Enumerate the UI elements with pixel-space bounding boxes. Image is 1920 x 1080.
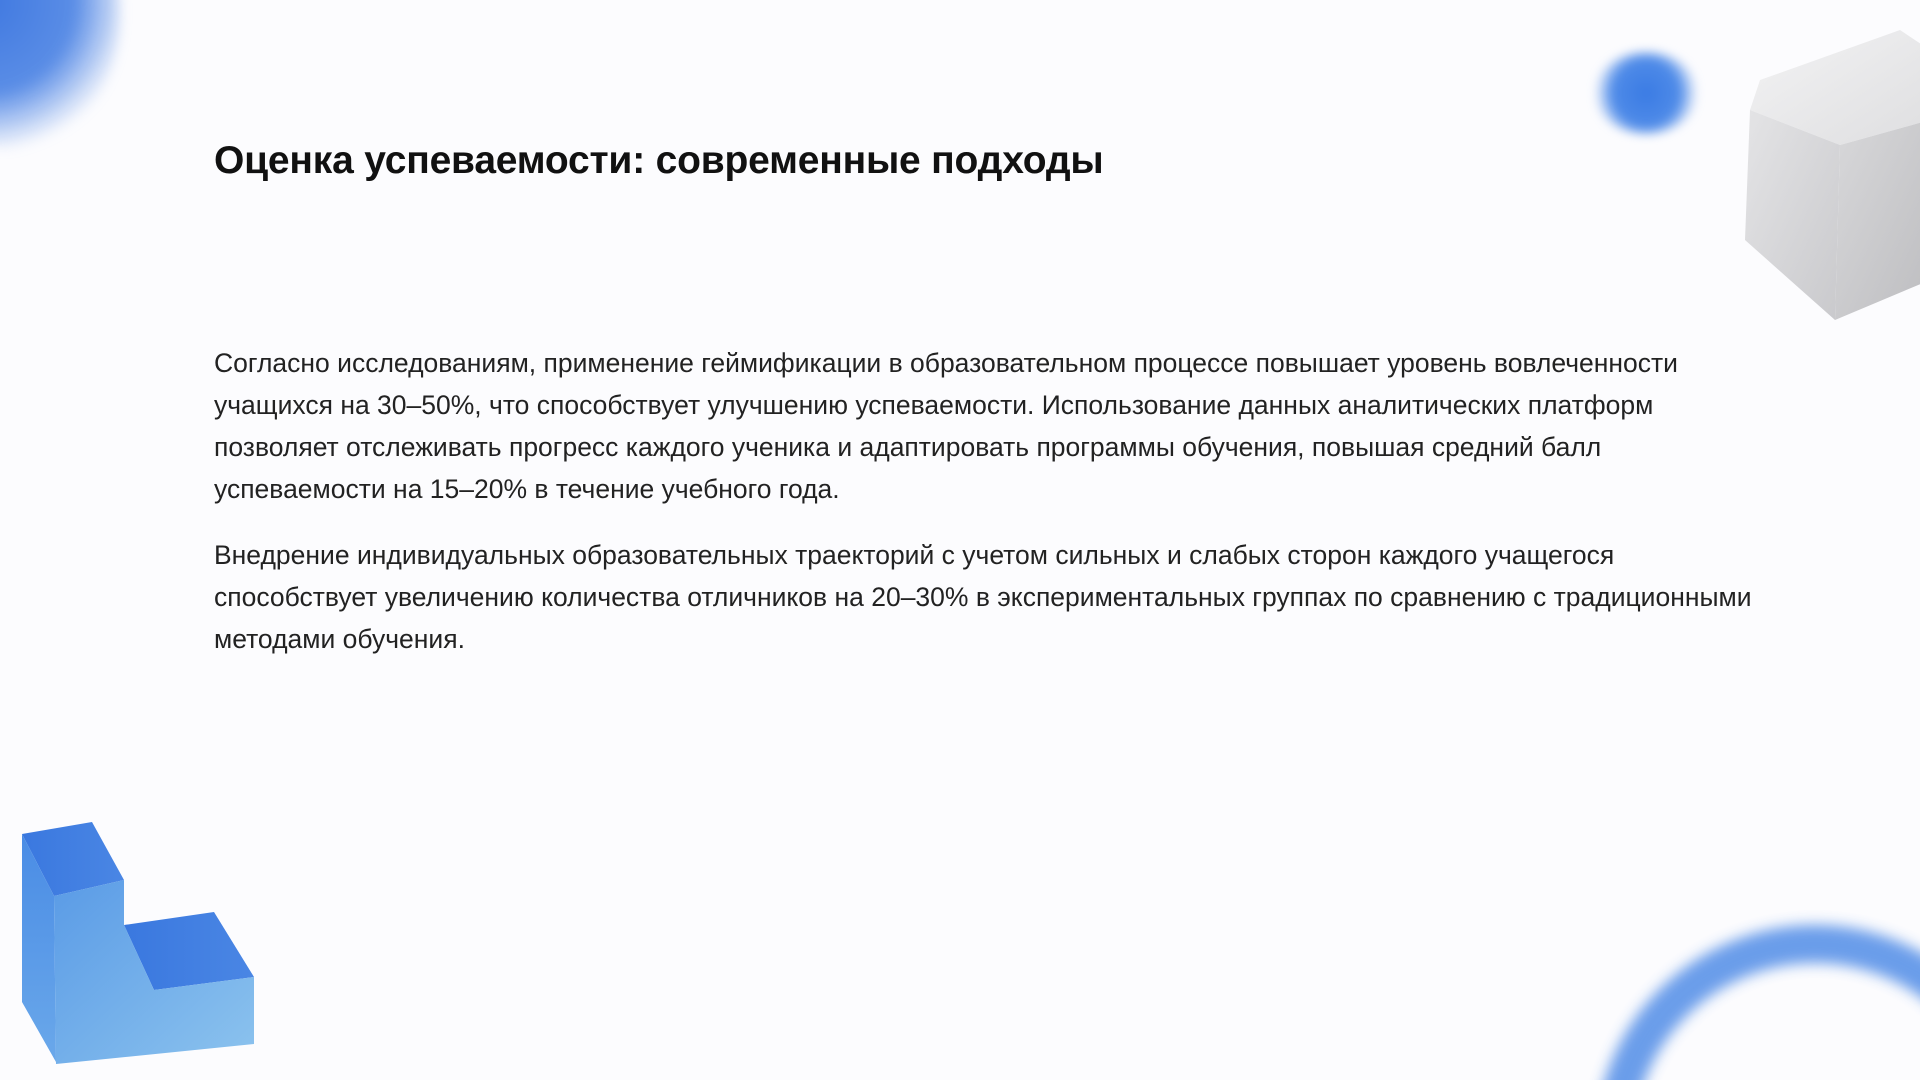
paragraph: Согласно исследованиям, применение геймификации в образовательном процессе повышает уровень вовлеченности учащихся на 30–50%, что способствует улучшению успеваемости. Использование данных аналитических платформ позволяет отслеживать прогресс каждого ученика и адаптировать программы обучения, повышая средний балл успеваемости на 15–20% в течение учебного года. — [214, 348, 1678, 504]
paragraph: Внедрение индивидуальных образовательных траекторий с учетом сильных и слабых сторон каждого учащегося способствует увеличению количества отличников на 20–30% в экспериментальных группах по сравнению с традиционными методами обучения. — [214, 540, 1752, 654]
blue-blob-decoration — [0, 0, 120, 150]
body-text — [214, 342, 1754, 684]
blue-l-block-decoration — [14, 812, 254, 1070]
slide-title: Оценка успеваемости: современные подходы — [214, 139, 1104, 182]
gray-cube-decoration — [1730, 20, 1920, 330]
blue-blob-decoration — [1594, 52, 1698, 134]
blue-ring-decoration — [1595, 925, 1920, 1080]
